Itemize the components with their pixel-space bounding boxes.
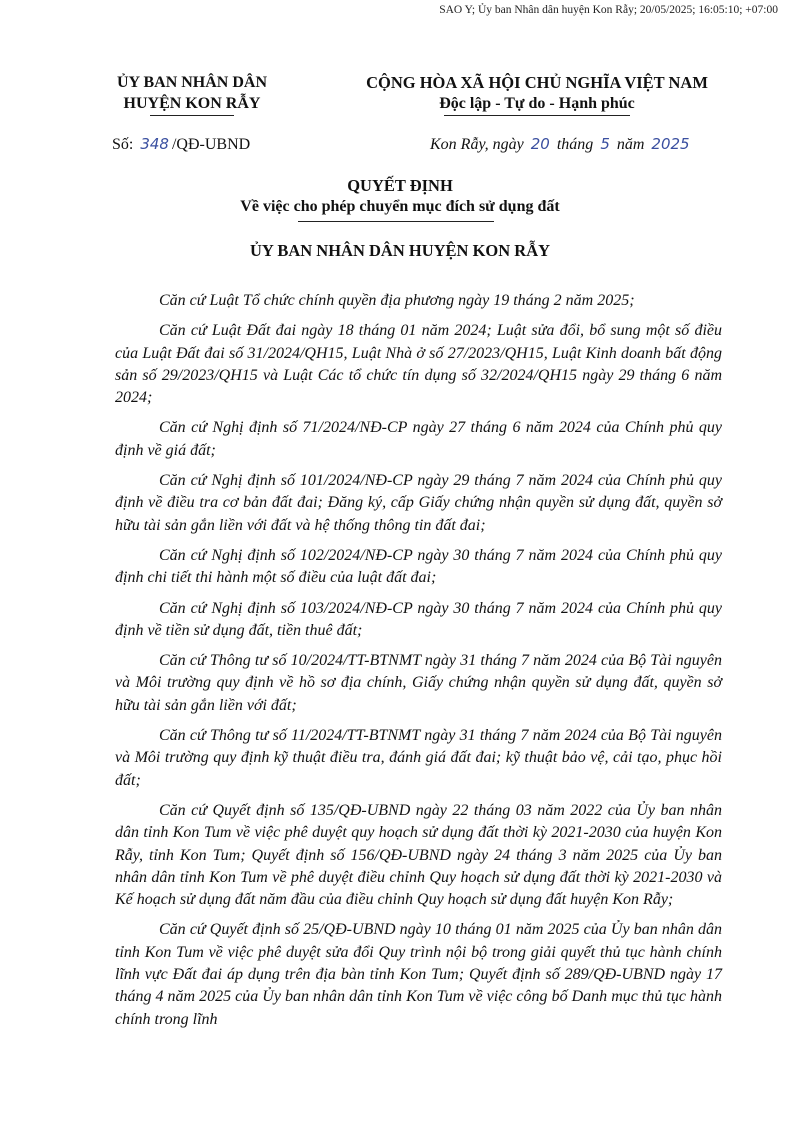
legal-bases [115,290,722,1039]
legal-basis-paragraph: Căn cứ Nghị định số 102/2024/NĐ-CP ngày 30 tháng 7 năm 2024 của Chính phủ quy định chi tiết thi hành một số điều của luật đất đai; [115,546,722,587]
legal-basis-paragraph: Căn cứ Luật Đất đai ngày 18 tháng 01 năm 2024; Luật sửa đổi, bổ sung một số điều của Luật Đất đai số 31/2024/QH15, Luật Nhà ở số 27/2023/QH15, Luật Kinh doanh bất động sản số 29/2023/QH15 và Luật Các tổ chức tín dụng số 32/2024/QH15 ngày 29 tháng 6 năm 2024; [115,322,722,407]
legal-basis-paragraph: Căn cứ Luật Tổ chức chính quyền địa phương ngày 19 tháng 2 năm 2025; [159,292,635,309]
legal-basis-paragraph: Căn cứ Nghị định số 103/2024/NĐ-CP ngày 30 tháng 7 năm 2024 của Chính phủ quy định về tiền sử dụng đất, tiền thuê đất; [115,599,722,639]
legal-basis-paragraph: Căn cứ Quyết định số 25/QĐ-UBND ngày 10 tháng 01 năm 2025 của Ủy ban nhân dân tỉnh Kon Tum về việc phê duyệt sửa đổi Quy trình nội bộ trong giải quyết thủ tục hành chính lĩnh vực Đất đai áp dụng trên địa bàn tỉnh Kon Tum; Quyết định số 289/QĐ-UBND ngày 17 tháng 4 năm 2025 của Ủy ban nhân dân tỉnh Kon Tum về việc công bố Danh mục thủ tục hành chính trong lĩnh [115,921,722,1028]
decision-subject: Về việc cho phép chuyển mục đích sử dụng đất [240,198,560,215]
number-handwritten: 348 [140,135,169,153]
nation-line-1: CỘNG HÒA XÃ HỘI CHỦ NGHĨA VIỆT NAM [366,73,708,92]
legal-basis-paragraph: Căn cứ Quyết định số 135/QĐ-UBND ngày 22 tháng 03 năm 2022 của Ủy ban nhân dân tỉnh Kon Tum về việc phê duyệt quy hoạch sử dụng đất thời kỳ 2021-2030 của huyện Kon Rẫy, tỉnh Kon Tum; Quyết định số 156/QĐ-UBND ngày 24 tháng 3 năm 2025 của Ủy ban nhân dân tỉnh Kon Tum về phê duyệt điều chỉnh Quy hoạch sử dụng đất thời kỳ 2021-2030 và Kế hoạch sử dụng đất năm đầu của điều chỉnh Quy hoạch sử dụng đất huyện Kon Rẫy; [115,801,722,909]
legal-basis-paragraph: Căn cứ Thông tư số 10/2024/TT-BTNMT ngày 31 tháng 7 năm 2024 của Bộ Tài nguyên và Môi trường quy định về hồ sơ địa chính, Giấy chứng nhận quyền sử dụng đất, quyền sở hữu tài sản gắn liền với đất; [115,652,722,714]
legal-basis-paragraph: Căn cứ Nghị định số 71/2024/NĐ-CP ngày 27 tháng 6 năm 2024 của Chính phủ quy định về giá đất; [115,419,722,459]
legal-basis-paragraph: Căn cứ Thông tư số 11/2024/TT-BTNMT ngày 31 tháng 7 năm 2024 của Bộ Tài nguyên và Môi trường quy định kỹ thuật điều tra, đánh giá đất đai; kỹ thuật bảo vệ, cải tạo, phục hồi đất; [115,727,722,789]
issuer-heading: ỦY BAN NHÂN DÂN HUYỆN KON RẪY [249,241,551,260]
org-underline [150,115,234,116]
motto-underline [444,115,630,116]
number-suffix: /QĐ-UBND [171,136,251,153]
nation-line-2: Độc lập - Tự do - Hạnh phúc [439,95,635,112]
document-number [112,135,250,154]
digital-copy-stamp: SAO Y; Ủy ban Nhân dân huyện Kon Rẫy; 20/05/2025; 16:05:10; +07:00 [439,4,778,16]
date-place: Kon Rẫy, ngày [430,136,524,153]
subject-underline [298,221,494,222]
date-month-label: tháng [556,136,594,153]
date-day: 20 [530,135,550,153]
org-line-2: HUYỆN KON RẪY [123,95,261,112]
legal-basis-paragraph: Căn cứ Nghị định số 101/2024/NĐ-CP ngày 29 tháng 7 năm 2024 của Chính phủ quy định về điều tra cơ bản đất đai; Đăng ký, cấp Giấy chứng nhận quyền sử dụng đất, quyền sở hữu tài sản gắn liền với đất và hệ thống thông tin đất đai; [115,472,722,534]
number-prefix: Số: [112,136,134,153]
decision-title: QUYẾT ĐỊNH [347,176,453,195]
org-line-1: ỦY BAN NHÂN DÂN [116,74,268,91]
date-month: 5 [600,135,610,153]
issuing-organization [92,72,292,116]
date-year-label: năm [616,136,645,153]
document-date [430,135,693,154]
national-motto [322,72,752,116]
date-year: 2025 [651,135,690,153]
